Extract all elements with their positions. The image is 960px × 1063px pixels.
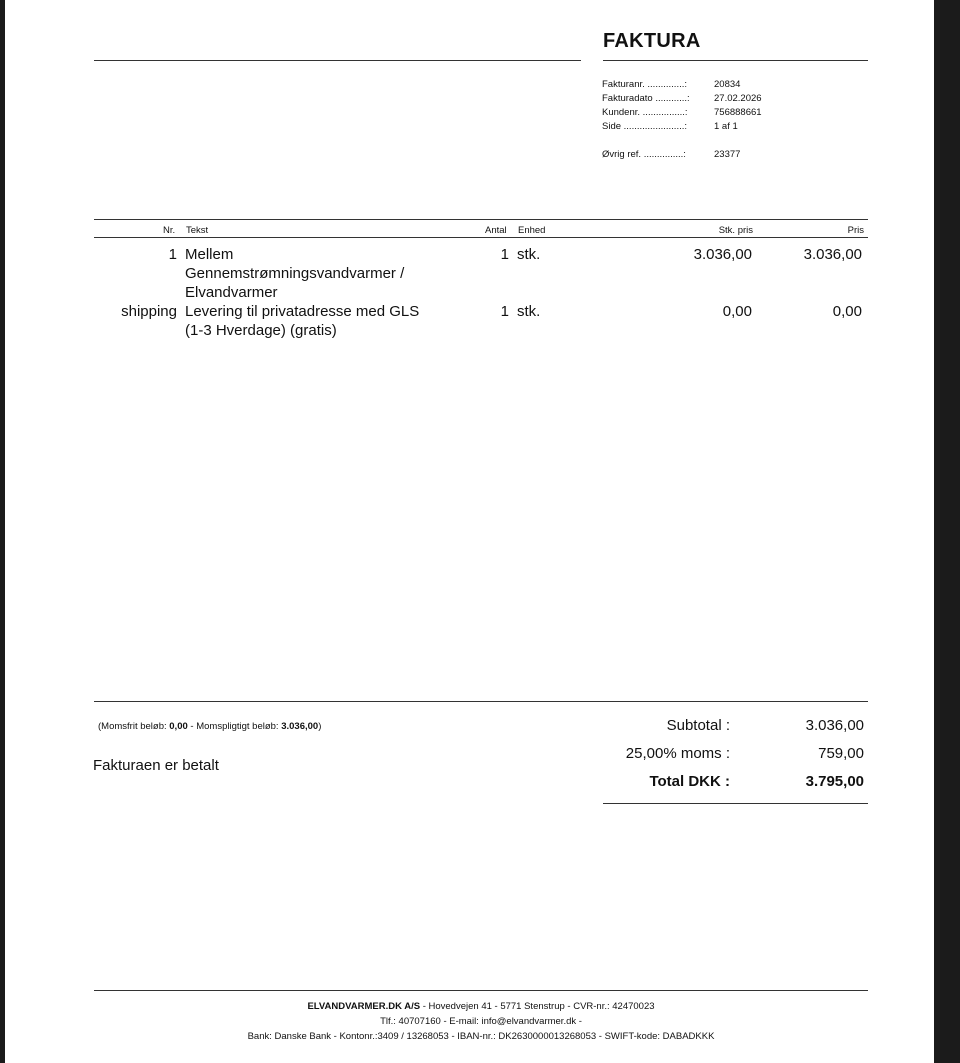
footer-company-name: ELVANDVARMER.DK A/S — [307, 1001, 421, 1012]
meta-label: Kundenr. ................: — [602, 107, 688, 118]
invoice-meta — [602, 78, 762, 134]
vat-note-open: (Momsfrit beløb: — [98, 721, 170, 732]
footer-address: - Hovedvejen 41 - 5771 Stenstrup - CVR-nr.: 42470023 — [420, 1001, 655, 1012]
row-text-line: Levering til privatadresse med GLS — [185, 303, 420, 320]
footer-line-1 — [94, 999, 868, 1014]
row-text-line: Gennemstrømningsvandvarmer / — [185, 265, 405, 282]
row-quantity: 1 — [500, 246, 509, 263]
row-nr: shipping — [121, 303, 177, 320]
vat-label: 25,00% moms : — [625, 745, 730, 762]
vat-taxable-amount: 3.036,00 — [281, 721, 319, 732]
table-top-rule — [94, 219, 868, 220]
meta-page — [602, 120, 762, 134]
row-quantity: 1 — [500, 303, 509, 320]
vat-breakdown-note — [98, 721, 321, 732]
col-header-pris: Pris — [847, 225, 864, 236]
invoice-page — [5, 0, 934, 1063]
meta-customer-number — [602, 106, 762, 120]
meta-invoice-date — [602, 92, 762, 106]
row-nr: 1 — [168, 246, 177, 263]
row-price: 0,00 — [832, 303, 862, 320]
table-header-rule — [94, 237, 868, 238]
meta-invoice-number — [602, 78, 762, 92]
row-unit: stk. — [517, 303, 541, 320]
viewer-right-edge — [934, 0, 960, 1063]
vat-note-close: ) — [318, 721, 322, 732]
row-unit-price: 0,00 — [722, 303, 752, 320]
totals-rule — [603, 803, 868, 804]
col-header-enhed: Enhed — [518, 225, 546, 236]
paid-status: Fakturaen er betalt — [93, 757, 219, 774]
meta-value: 27.02.2026 — [714, 93, 762, 104]
vat-free-amount: 0,00 — [169, 721, 188, 732]
vat-note-mid: - Momspligtigt beløb: — [187, 721, 282, 732]
subtotal-value: 3.036,00 — [805, 717, 864, 734]
row-unit: stk. — [517, 246, 541, 263]
meta-value: 756888661 — [714, 107, 762, 118]
col-header-stk-pris: Stk. pris — [718, 225, 753, 236]
row-text-line: (1-3 Hverdage) (gratis) — [185, 322, 337, 339]
header-left-rule — [94, 60, 581, 61]
col-header-nr: Nr. — [163, 225, 176, 236]
meta-label: Fakturanr. ..............: — [602, 79, 687, 90]
meta-other-ref — [602, 148, 740, 162]
subtotal-label: Subtotal : — [666, 717, 730, 734]
row-text-line: Mellem — [185, 246, 234, 263]
total-label: Total DKK : — [649, 773, 730, 790]
footer-line-3: Bank: Danske Bank - Kontonr.:3409 / 13268053 - IBAN-nr.: DK2630000013268053 - SWIFT-kode: DABADKKK — [247, 1031, 715, 1042]
meta-label: Fakturadato ............: — [602, 93, 690, 104]
meta-label: Side .......................: — [602, 121, 687, 132]
footer-rule — [94, 990, 868, 991]
col-header-antal: Antal — [485, 225, 507, 236]
col-header-tekst: Tekst — [186, 225, 209, 236]
footer — [94, 999, 868, 1044]
meta-value: 20834 — [714, 79, 741, 90]
footer-line-2: Tlf.: 40707160 - E-mail: info@elvandvarmer.dk - — [380, 1016, 582, 1027]
invoice-title: FAKTURA — [603, 30, 701, 52]
total-value: 3.795,00 — [805, 773, 864, 790]
side-watermark — [891, 262, 897, 332]
table-bottom-rule — [94, 701, 868, 702]
meta-label: Øvrig ref. ...............: — [602, 149, 686, 160]
meta-value: 1 af 1 — [714, 121, 738, 132]
row-price: 3.036,00 — [803, 246, 862, 263]
vat-value: 759,00 — [818, 745, 864, 762]
header-right-rule — [603, 60, 868, 61]
row-unit-price: 3.036,00 — [693, 246, 752, 263]
row-text-line: Elvandvarmer — [185, 284, 278, 301]
meta-value: 23377 — [714, 149, 741, 160]
